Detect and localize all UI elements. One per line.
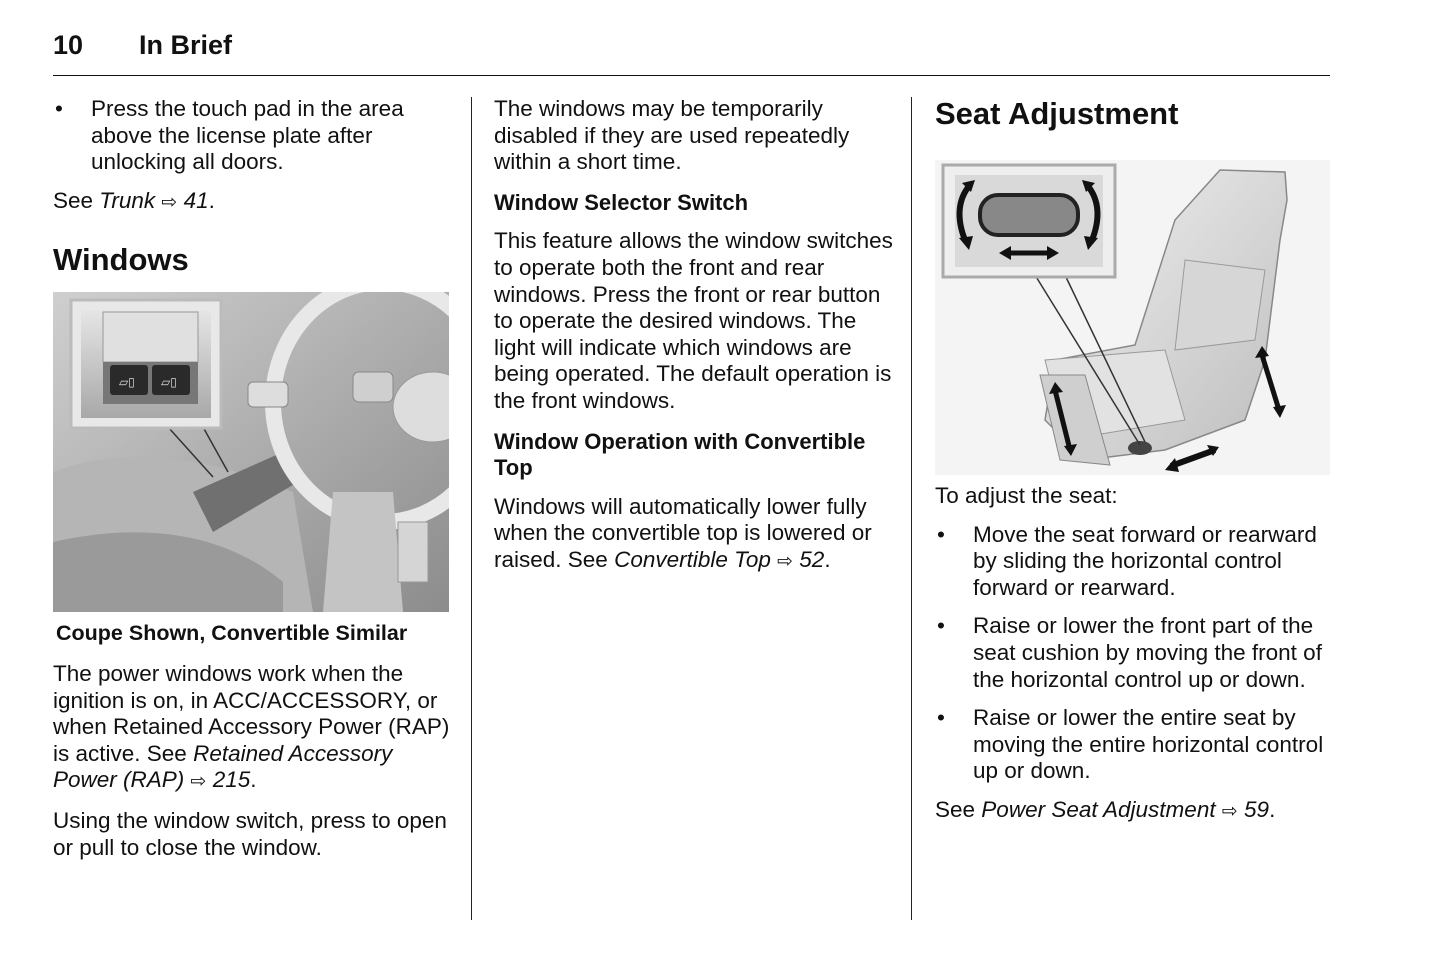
window-switch-illustration — [53, 292, 449, 612]
bullet-text: Raise or lower the entire seat by moving the entire horizontal control up or down. — [973, 705, 1324, 784]
bullet-text: Move the seat forward or rearward by sliding the horizontal control forward or rearward. — [973, 521, 1317, 600]
list-item — [935, 705, 1330, 785]
power-windows-paragraph: The power windows work when the ignition is on, in ACC/ACCESSORY, or when Retained Accessory Power (RAP) is active. See Retained Accessory Power (RAP) ⇨ 215. — [53, 660, 450, 793]
seat-adjustment-illustration — [935, 160, 1330, 475]
see-power-seat-reference: See Power Seat Adjustment ⇨ 59. — [935, 796, 1276, 822]
svg-text:▱▯: ▱▯ — [161, 375, 177, 390]
page-ref-arrow-icon: ⇨ — [161, 191, 178, 213]
power-seat-link[interactable]: Power Seat Adjustment — [981, 796, 1216, 822]
windows-heading: Windows — [53, 242, 189, 278]
list-item — [935, 522, 1330, 602]
list-item — [935, 613, 1330, 693]
rap-link[interactable]: Retained Accessory Power (RAP) — [53, 740, 393, 793]
page-ref-arrow-icon: ⇨ — [1221, 800, 1238, 822]
column-3 — [935, 96, 1330, 838]
svg-text:▱▯: ▱▯ — [119, 375, 135, 390]
list-item — [53, 96, 453, 176]
section-title: In Brief — [139, 30, 233, 60]
bullet-text: Raise or lower the front part of the seat cushion by moving the front of the horizontal control up or down. — [973, 613, 1322, 692]
figure-caption: Coupe Shown, Convertible Similar — [56, 621, 408, 646]
convertible-paragraph: Windows will automatically lower fully when the convertible top is lowered or raised. See Convertible Top ⇨ 52. — [494, 493, 872, 572]
seat-intro: To adjust the seat: — [935, 483, 1118, 508]
bullet-dot: • — [937, 521, 945, 547]
page-ref-arrow-icon: ⇨ — [190, 771, 207, 793]
page-number: 10 — [53, 30, 84, 60]
column-2 — [494, 96, 894, 588]
selector-heading: Window Selector Switch — [494, 189, 749, 215]
column-1 — [53, 96, 453, 873]
column-divider-2 — [911, 97, 912, 920]
bullet-dot: • — [937, 613, 945, 639]
page-header — [53, 30, 1330, 76]
convertible-heading: Window Operation with Convertible Top — [494, 428, 866, 481]
seat-adjustment-heading: Seat Adjustment — [935, 96, 1179, 131]
disabled-paragraph: The windows may be temporarily disabled if they are used repeatedly within a short time. — [494, 96, 850, 175]
selector-paragraph: This feature allows the window switches to operate both the front and rear windows. Press the front or rear button to operate the desired windows. The light will indicate which windows are being operated. The default operation is the front windows. — [494, 228, 893, 413]
convertible-top-link[interactable]: Convertible Top — [614, 546, 771, 572]
trunk-link[interactable]: Trunk — [99, 187, 156, 213]
window-switch-paragraph: Using the window switch, press to open or pull to close the window. — [53, 807, 447, 860]
bullet-dot: • — [55, 96, 63, 121]
see-trunk-reference: See Trunk ⇨ 41. — [53, 187, 215, 213]
bullet-dot: • — [937, 705, 945, 731]
column-divider-1 — [471, 97, 472, 920]
page-ref-arrow-icon: ⇨ — [777, 550, 794, 572]
bullet-text: Press the touch pad in the area above the license plate after unlocking all doors. — [91, 96, 404, 175]
